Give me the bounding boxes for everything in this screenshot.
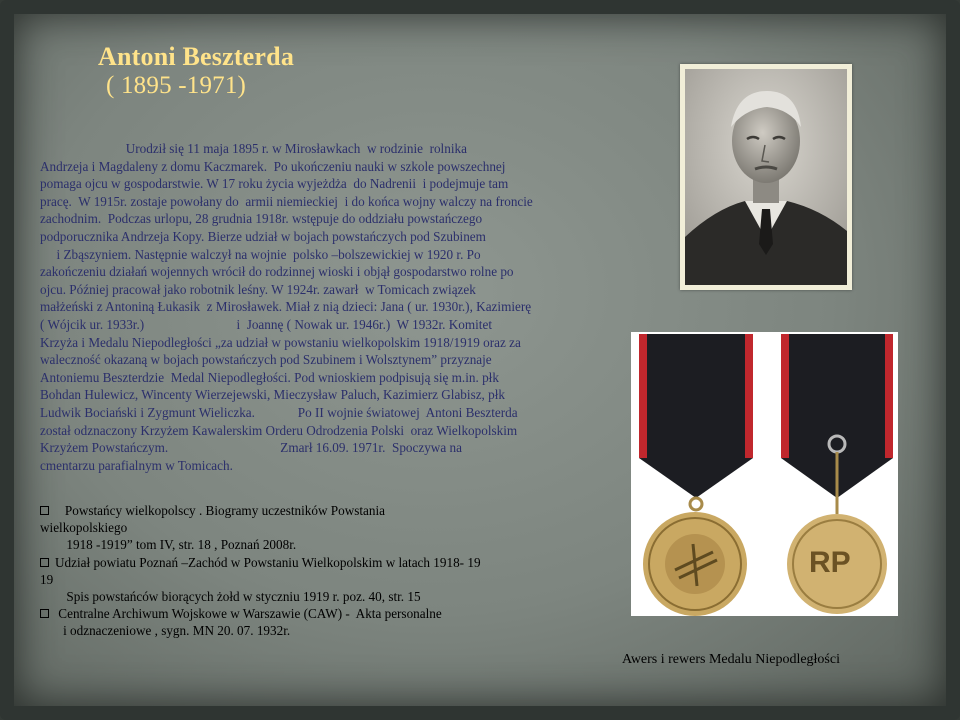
- source-text: Centralne Archiwum Wojskowe w Warszawie (CAW) - Akta personalne: [55, 606, 442, 622]
- source-list-item: [40, 502, 600, 519]
- biography-line: zachodnim. Podczas urlopu, 28 grudnia 1918r. wstępuje do oddziału powstańczego: [40, 211, 483, 227]
- biography-line: pomaga ojcu w gospodarstwie. W 17 roku życia wyjeżdża do Nadrenii i podejmuje tam: [40, 176, 509, 192]
- source-list-item: [40, 571, 600, 588]
- source-text: wielkopolskiego: [40, 520, 128, 536]
- biography-line: Krzyża i Medalu Niepodległości „za udział w powstaniu wielkopolskim 1918/1919 oraz za: [40, 334, 521, 350]
- biography-line: podporucznika Andrzeja Kopy. Bierze udział w bojach powstańczych pod Szubinem: [40, 228, 486, 244]
- biography-line: Andrzeja i Magdaleny z domu Kaczmarek. Po ukończeniu nauki w szkole powszechnej: [40, 158, 506, 174]
- medal-photo: [631, 332, 898, 616]
- biography-line: Antoniemu Beszterdzie Medal Niepodległości. Pod wnioskiem podpisują się m.in. płk: [40, 369, 499, 385]
- biography-line: ( Wójcik ur. 1933r.) i Joannę ( Nowak ur. 1946r.) W 1932r. Komitet: [40, 316, 492, 332]
- biography-line: Bohdan Hulewicz, Wincenty Wierzejewski, Mieczysław Paluch, Kazimierz Glabisz, płk: [40, 387, 505, 403]
- sources-list: [40, 502, 600, 640]
- source-list-item: [40, 588, 600, 605]
- biography-line: pracę. W 1915r. zostaje powołany do armii niemieckiej i do końca wojny walczy na froncie: [40, 193, 533, 209]
- source-text: Spis powstańców biorących żołd w styczniu 1919 r. poz. 40, str. 15: [40, 589, 421, 605]
- biography-line: Ludwik Bociański i Zygmunt Wieliczka. Po II wojnie światowej Antoni Beszterda: [40, 404, 518, 420]
- page-subtitle-years: ( 1895 -1971): [106, 72, 247, 99]
- medal-caption: Awers i rewers Medalu Niepodległości: [622, 652, 840, 667]
- portrait-photo: [680, 64, 852, 290]
- biography-line: zakończeniu działań wojennych wrócił do rodzinnej wioski i objął gospodarstwo rolne po: [40, 264, 514, 280]
- source-text: Powstańcy wielkopolscy . Biogramy uczestników Powstania: [55, 503, 386, 518]
- source-list-item: [40, 519, 600, 536]
- biography-line: cmentarzu parafialnym w Tomicach.: [40, 457, 233, 473]
- biography-line: waleczność okazaną w bojach powstańczych pod Szubinem i Wolsztynem” przyznaje: [40, 352, 492, 368]
- source-list-item: [40, 605, 600, 622]
- source-list-item: [40, 622, 600, 639]
- checkbox-bullet-icon: [40, 558, 49, 567]
- biography-text: [40, 140, 625, 474]
- biography-line: został odznaczony Krzyżem Kawalerskim Orderu Odrodzenia Polski oraz Wielkopolskim: [40, 422, 518, 438]
- checkbox-bullet-icon: [40, 506, 49, 515]
- checkbox-bullet-icon: [40, 609, 49, 618]
- medal-image: [631, 332, 898, 616]
- biography-line: małżeński z Antoniną Łukasik z Mirosławek. Miał z nią dzieci: Jana ( ur. 1930r.), Kazimierę: [40, 299, 532, 315]
- source-text: i odznaczeniowe , sygn. MN 20. 07. 1932r.: [40, 623, 291, 639]
- biography-line: ojcu. Później pracował jako robotnik leśny. W 1924r. zawarł w Tomicach związek: [40, 281, 476, 297]
- biography-line: Urodził się 11 maja 1895 r. w Mirosławkach w rodzinie rolnika: [40, 141, 467, 156]
- page-title: Antoni Beszterda: [98, 42, 295, 71]
- portrait-image: [685, 69, 847, 285]
- biography-line: Krzyżem Powstańczym. Zmarł 16.09. 1971r. Spoczywa na: [40, 440, 462, 456]
- source-list-item: [40, 536, 600, 553]
- source-list-item: [40, 554, 600, 571]
- biography-line: i Zbąszyniem. Następnie walczył na wojnie polsko –bolszewickiej w 1920 r. Po: [40, 246, 481, 262]
- source-text: 19: [40, 571, 54, 587]
- source-text: 1918 -1919” tom IV, str. 18 , Poznań 2008r.: [40, 537, 297, 553]
- medal-reverse-text: RP: [809, 546, 851, 579]
- source-text: Udział powiatu Poznań –Zachód w Powstaniu Wielkopolskim w latach 1918- 19: [55, 554, 481, 570]
